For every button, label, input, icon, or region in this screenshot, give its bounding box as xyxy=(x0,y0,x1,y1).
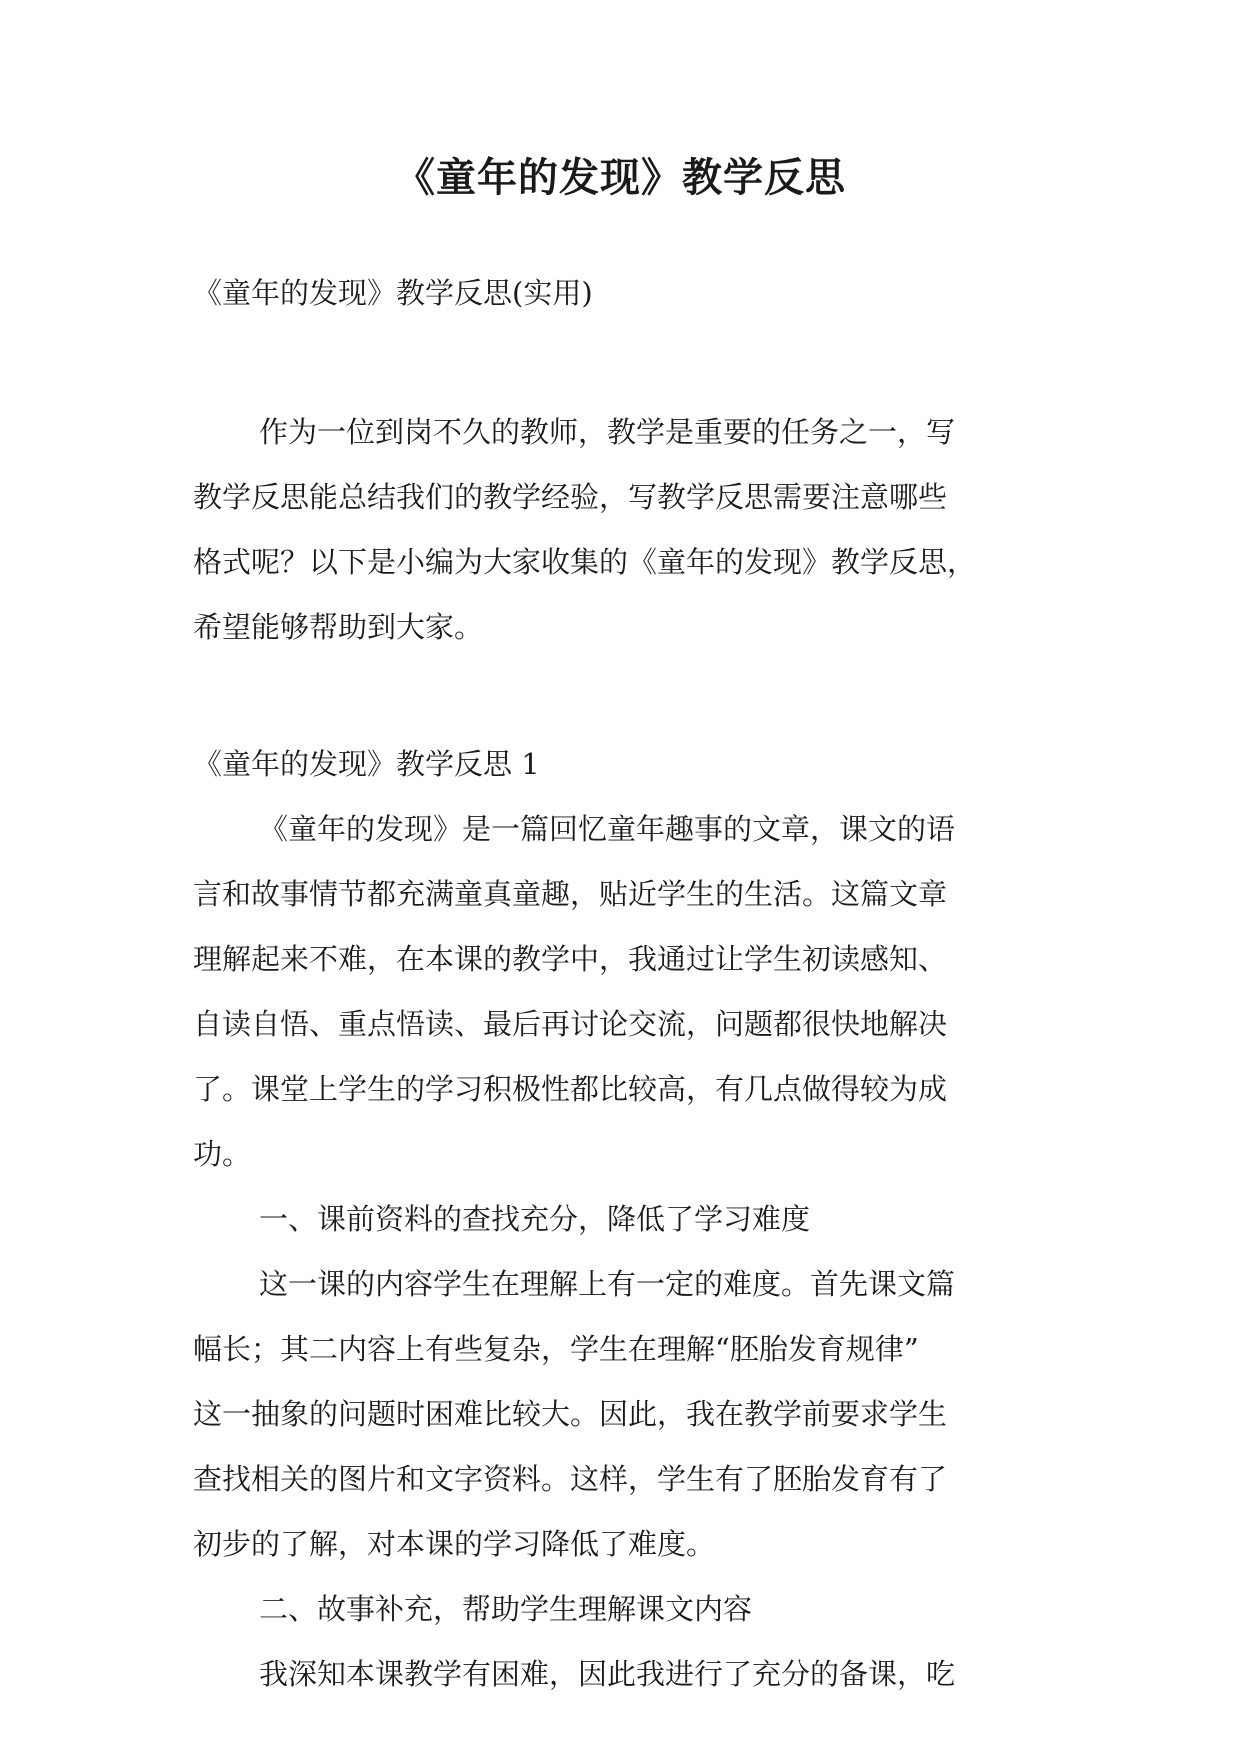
intro-line: 教学反思能总结我们的教学经验，写教学反思需要注意哪些 xyxy=(193,480,948,514)
body-line: 言和故事情节都充满童真童趣，贴近学生的生活。这篇文章 xyxy=(193,877,948,911)
intro-line: 作为一位到岗不久的教师，教学是重要的任务之一，写 xyxy=(259,415,956,449)
intro-line: 格式呢？以下是小编为大家收集的《童年的发现》教学反思， xyxy=(193,545,977,579)
intro-line: 希望能够帮助到大家。 xyxy=(193,610,484,644)
body-line: 了。课堂上学生的学习积极性都比较高，有几点做得较为成 xyxy=(193,1072,948,1106)
section-heading: 《童年的发现》教学反思 1 xyxy=(193,747,540,781)
body-line: 《童年的发现》是一篇回忆童年趣事的文章，课文的语 xyxy=(259,812,956,846)
body-line: 理解起来不难，在本课的教学中，我通过让学生初读感知、 xyxy=(193,942,948,976)
subheading-line: 一、课前资料的查找充分，降低了学习难度 xyxy=(259,1202,811,1236)
body-line: 功。 xyxy=(193,1137,252,1171)
body-line: 这一抽象的问题时困难比较大。因此，我在教学前要求学生 xyxy=(193,1397,948,1431)
body-line: 初步的了解，对本课的学习降低了难度。 xyxy=(193,1527,716,1561)
spacer xyxy=(193,326,1053,400)
document-subtitle: 《童年的发现》教学反思(实用) xyxy=(193,276,593,310)
body-line: 自读自悟、重点悟读、最后再讨论交流，问题都很快地解决 xyxy=(193,1007,948,1041)
body-line: 我深知本课教学有困难，因此我进行了充分的备课，吃 xyxy=(259,1657,956,1691)
body-line: 幅长；其二内容上有些复杂，学生在理解“胚胎发育规律” xyxy=(193,1332,919,1366)
body-line: 这一课的内容学生在理解上有一定的难度。首先课文篇 xyxy=(259,1267,956,1301)
document-title: 《童年的发现》教学反思 xyxy=(395,155,846,201)
document-body xyxy=(193,261,1053,1707)
subheading-line: 二、故事补充，帮助学生理解课文内容 xyxy=(259,1592,753,1626)
body-line: 查找相关的图片和文字资料。这样，学生有了胚胎发育有了 xyxy=(193,1462,948,1496)
spacer xyxy=(193,660,1053,732)
